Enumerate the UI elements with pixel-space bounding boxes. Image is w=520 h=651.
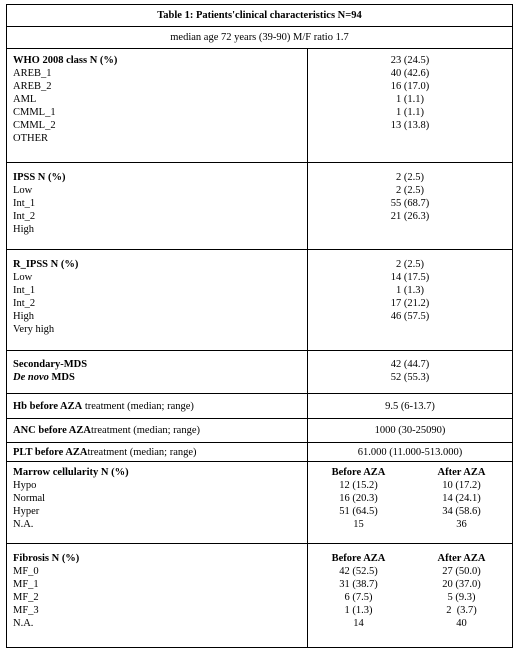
fibrosis-after-3: 5 (9.3)	[447, 592, 476, 603]
marrow-after-4: 36	[456, 519, 467, 530]
ripss-label-4: High	[13, 311, 34, 322]
who-value-5: 1 (1.1)	[396, 107, 424, 118]
ipss-value-2: 2 (2.5)	[396, 185, 424, 196]
anc-row	[7, 419, 512, 443]
ipss-label-4: High	[13, 224, 34, 235]
secondary-mds-value: 42 (44.7)	[390, 359, 430, 370]
ripss-value-5: 46 (57.5)	[390, 311, 430, 322]
marrow-label-3: Hyper	[13, 506, 40, 517]
marrow-col-after: After AZA	[437, 467, 486, 478]
who-label-6: OTHER	[13, 133, 48, 144]
marrow-after-3: 34 (58.6)	[442, 506, 481, 517]
ripss-value-4: 17 (21.2)	[390, 298, 430, 309]
who-value-2: 40 (42.6)	[390, 68, 430, 79]
marrow-header: Marrow cellularity N (%)	[13, 467, 129, 478]
fibrosis-label-4: MF_3	[13, 605, 39, 616]
fibrosis-before-2: 31 (38.7)	[339, 579, 378, 590]
marrow-section	[7, 462, 512, 544]
fibrosis-section	[7, 544, 512, 647]
anc-label: ANC before AZAtreatment (median; range)	[13, 425, 200, 436]
fibrosis-label-5: N.A.	[13, 618, 34, 629]
plt-value: 61.000 (11.000-513.000)	[357, 447, 463, 458]
fibrosis-col-before: Before AZA	[331, 553, 386, 564]
ripss-header: R_IPSS N (%)	[13, 259, 79, 270]
fibrosis-before-3: 6 (7.5)	[344, 592, 373, 603]
marrow-before-1: 12 (15.2)	[339, 480, 378, 491]
ripss-section	[7, 250, 512, 351]
ripss-label-3: Int_2	[13, 298, 36, 309]
marrow-col-before: Before AZA	[331, 467, 386, 478]
fibrosis-col-after: After AZA	[437, 553, 486, 564]
fibrosis-before-1: 42 (52.5)	[339, 566, 378, 577]
who-label-4: CMML_1	[13, 107, 56, 118]
fibrosis-after-2: 20 (37.0)	[442, 579, 481, 590]
ipss-value-4: 21 (26.3)	[390, 211, 430, 222]
clinical-characteristics-table	[6, 4, 513, 648]
hb-row	[7, 394, 512, 419]
ripss-label-2: Int_1	[13, 285, 36, 296]
who-label-1: AREB_1	[13, 68, 52, 79]
ipss-label-3: Int_2	[13, 211, 36, 222]
who-label-3: AML	[13, 94, 37, 105]
fibrosis-label-3: MF_2	[13, 592, 39, 603]
hb-value: 9.5 (6-13.7)	[385, 401, 435, 412]
denovo-mds-label: De novo MDS	[13, 372, 75, 383]
ipss-header: IPSS N (%)	[13, 172, 66, 183]
marrow-label-1: Hypo	[13, 480, 37, 491]
table-subtitle: median age 72 years (39-90) M/F ratio 1.7	[170, 32, 349, 43]
who-header: WHO 2008 class N (%)	[13, 55, 118, 66]
ripss-value-3: 1 (1.3)	[396, 285, 424, 296]
marrow-after-1: 10 (17.2)	[442, 480, 481, 491]
fibrosis-before-5: 14	[353, 618, 364, 629]
ripss-label-1: Low	[13, 272, 33, 283]
ipss-label-1: Low	[13, 185, 33, 196]
who-value-1: 23 (24.5)	[390, 55, 430, 66]
who-label-2: AREB_2	[13, 81, 52, 92]
table-title: Table 1: Patients'clinical characteristics N=94	[157, 10, 362, 21]
fibrosis-label-1: MF_0	[13, 566, 39, 577]
ripss-value-1: 2 (2.5)	[396, 259, 424, 270]
ipss-value-3: 55 (68.7)	[390, 198, 430, 209]
ipss-value-1: 2 (2.5)	[396, 172, 424, 183]
secondary-mds-label: Secondary-MDS	[13, 359, 88, 370]
fibrosis-after-5: 40	[456, 618, 467, 629]
ipss-label-2: Int_1	[13, 198, 36, 209]
hb-label: Hb before AZA treatment (median; range)	[13, 401, 194, 412]
marrow-before-2: 16 (20.3)	[339, 493, 378, 504]
plt-label: PLT before AZAtreatment (median; range)	[13, 447, 197, 458]
denovo-mds-value: 52 (55.3)	[390, 372, 430, 383]
table-title-row	[7, 5, 512, 27]
who-value-3: 16 (17.0)	[390, 81, 430, 92]
fibrosis-after-1: 27 (50.0)	[442, 566, 481, 577]
fibrosis-label-2: MF_1	[13, 579, 39, 590]
ipss-section	[7, 163, 512, 250]
plt-row	[7, 443, 512, 462]
marrow-before-3: 51 (64.5)	[339, 506, 378, 517]
who-value-4: 1 (1.1)	[396, 94, 424, 105]
ripss-label-5: Very high	[13, 324, 55, 335]
fibrosis-after-4: 2 (3.7)	[446, 605, 477, 616]
who-label-5: CMML_2	[13, 120, 56, 131]
fibrosis-header: Fibrosis N (%)	[13, 553, 80, 564]
who-value-6: 13 (13.8)	[390, 120, 430, 131]
ripss-value-2: 14 (17.5)	[390, 272, 430, 283]
fibrosis-before-4: 1 (1.3)	[344, 605, 373, 616]
anc-value: 1000 (30-25090)	[374, 425, 446, 436]
marrow-label-4: N.A.	[13, 519, 34, 530]
who-section	[7, 49, 512, 163]
mds-section	[7, 351, 512, 394]
marrow-label-2: Normal	[13, 493, 46, 504]
table-subtitle-row	[7, 27, 512, 49]
marrow-before-4: 15	[353, 519, 364, 530]
marrow-after-2: 14 (24.1)	[442, 493, 481, 504]
